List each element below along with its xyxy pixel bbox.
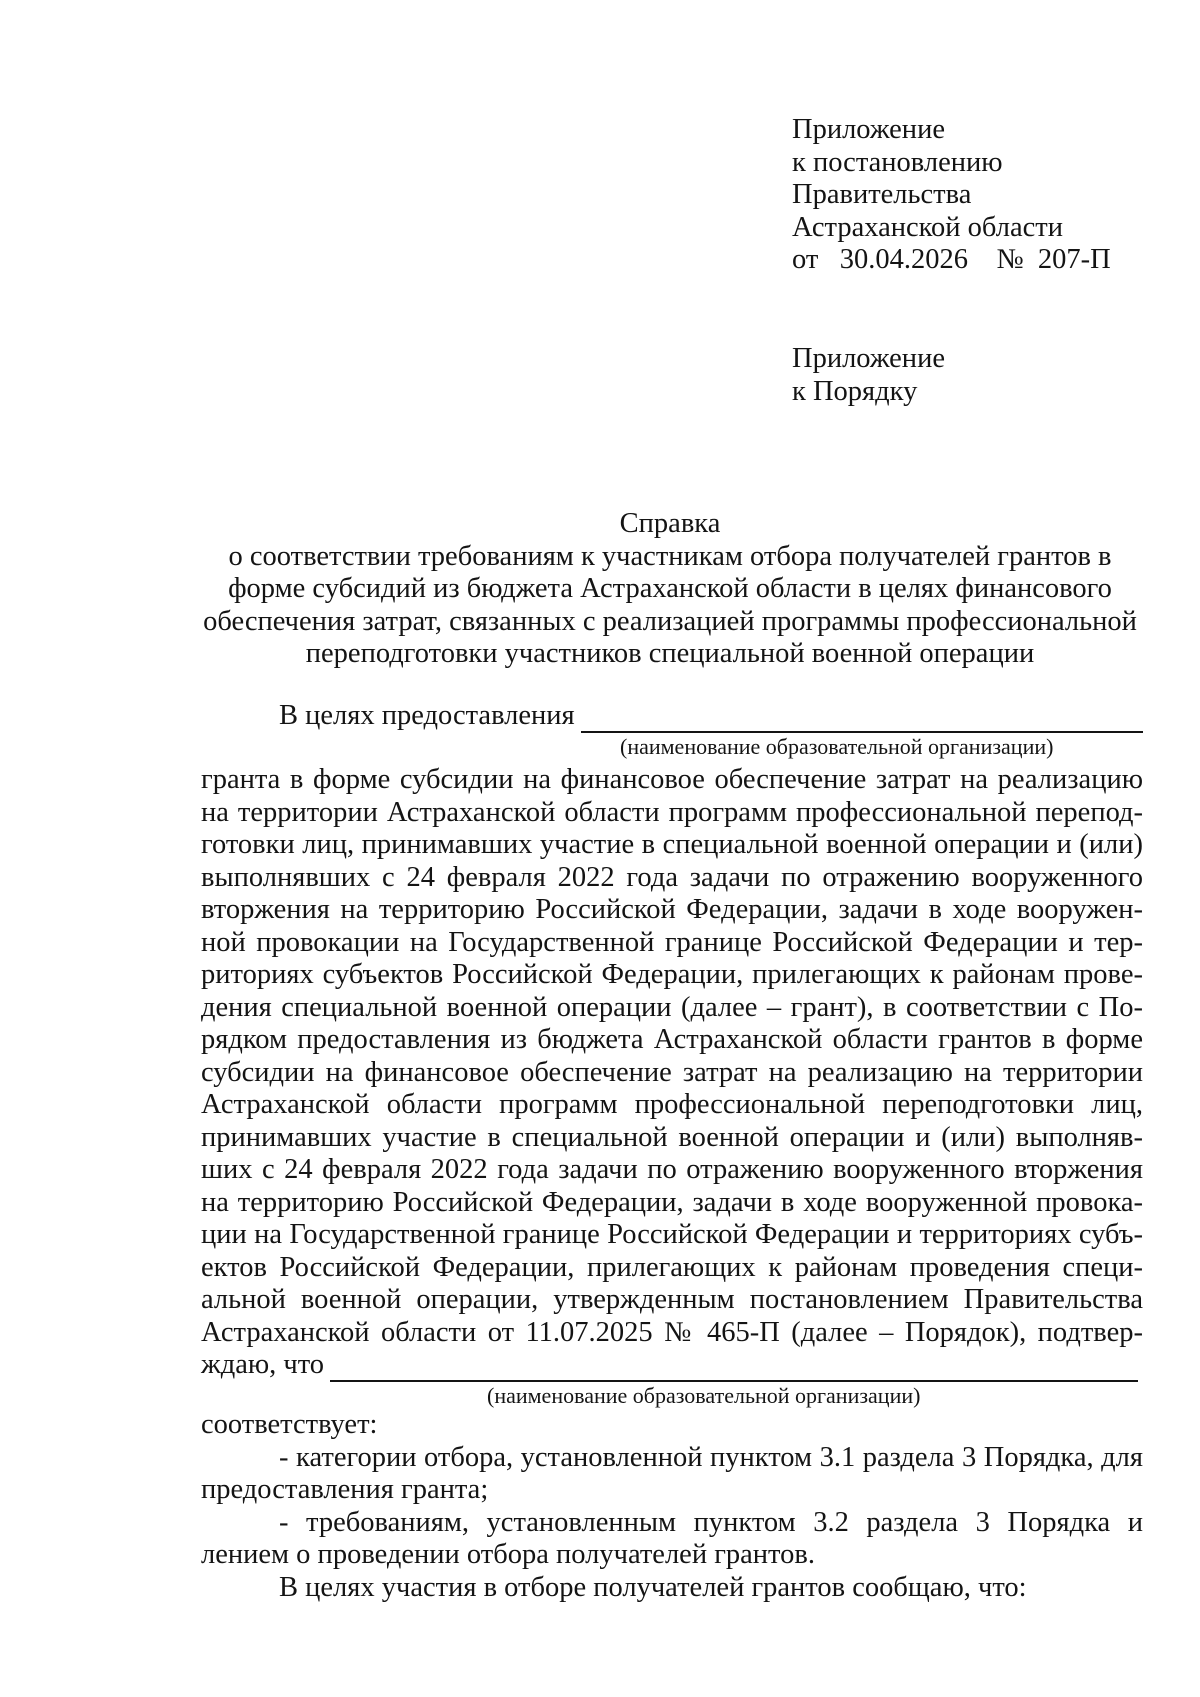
stamp-line: к Порядку [792, 375, 918, 407]
procedure-annex-stamp [792, 343, 945, 408]
paragraph-line: Астраханской области программ профессиональной переподготовки лиц, [201, 1089, 1143, 1120]
organization-name-blank[interactable] [581, 707, 1143, 733]
paragraph-line: выполнявших с 24 февраля 2022 года задачи по отражению вооруженного [201, 861, 1143, 893]
paragraph-line: на территорию Российской Федерации, задачи в ходе вооруженной провока- [201, 1186, 1143, 1218]
conclusion-block [201, 1409, 1143, 1604]
intro-row [201, 700, 1143, 733]
organization-caption: (наименование образовательной организации) [487, 1383, 921, 1408]
paragraph-line: альной военной операции, утвержденным постановлением Правительства [201, 1284, 1143, 1315]
stamp-line: Астраханской области [792, 211, 1063, 243]
document-title [200, 508, 1140, 671]
paragraph-line: рядком предоставления из бюджета Астраханской области грантов в форме [201, 1024, 1143, 1055]
confirm-label: ждаю, что [201, 1349, 325, 1380]
stamp-line: Правительства [792, 179, 972, 210]
paragraph-line: на территории Астраханской области программ профессиональной перепод- [201, 796, 1143, 828]
paragraph-line: ших с 24 февраля 2022 года задачи по отражению вооруженного вторжения [201, 1154, 1143, 1185]
organization-caption: (наименование образовательной организации) [620, 734, 1054, 759]
paragraph-line: готовки лиц, принимавших участие в специальной военной операции и (или) [201, 829, 1143, 860]
organization-name-blank[interactable] [330, 1356, 1138, 1382]
list-item-requirements: - требованиям, установленным пунктом 3.2 раздела 3 Порядка и [279, 1506, 1143, 1538]
paragraph-line: вторжения на территорию Российской Федерации, задачи в ходе вооружен- [201, 894, 1143, 925]
paragraph-line: гранта в форме субсидии на финансовое обеспечение затрат на реализацию [201, 764, 1143, 795]
stamp-line: Приложение [792, 343, 945, 374]
final-statement: В целях участия в отборе получателей грантов сообщаю, что: [279, 1571, 1027, 1603]
paragraph-line: риториях субъектов Российской Федерации, прилегающих к районам прове- [201, 959, 1143, 990]
title-line: о соответствии требованиям к участникам отбора получателей грантов в [228, 540, 1112, 572]
title-line: переподготовки участников специальной военной операции [305, 638, 1035, 669]
complies-label: соответствует: [201, 1409, 378, 1440]
paragraph-line: дения специальной военной операции (далее – грант), в соответствии с По- [201, 991, 1143, 1023]
intro-label: В целях предоставления [279, 700, 575, 731]
title-line: форме субсидий из бюджета Астраханской области в целях финансового [228, 573, 1112, 604]
list-item-continuation: предоставления гранта; [201, 1474, 489, 1505]
list-item-selection-category: - категории отбора, установленной пунктом 3.1 раздела 3 Порядка, для [279, 1441, 1143, 1473]
stamp-line: Приложение [792, 114, 945, 145]
paragraph-line: субсидии на финансовое обеспечение затрат на реализацию на территории [201, 1056, 1143, 1088]
paragraph-line: Астраханской области от 11.07.2025 № 465-П (далее – Порядок), подтвер- [201, 1316, 1143, 1348]
resolution-annex-stamp [792, 114, 1111, 277]
paragraph-line: ции на Государственной границе Российской Федерации и территориях субъ- [201, 1219, 1143, 1250]
stamp-line: к постановлению [792, 146, 1003, 178]
title-heading: Справка [619, 508, 721, 539]
main-paragraph [201, 764, 1143, 1382]
title-line: обеспечения затрат, связанных с реализацией программы профессиональной [203, 605, 1137, 637]
confirm-row [201, 1349, 1143, 1382]
paragraph-line: принимавших участие в специальной военной операции и (или) выполняв- [201, 1121, 1143, 1153]
list-item-continuation: лением о проведении отбора получателей грантов. [201, 1539, 815, 1570]
stamp-date-number: от 30.04.2026 № 207-П [792, 244, 1111, 275]
paragraph-line: ектов Российской Федерации, прилегающих к районам проведения специ- [201, 1251, 1143, 1283]
paragraph-line: ной провокации на Государственной границе Российской Федерации и тер- [201, 926, 1143, 958]
